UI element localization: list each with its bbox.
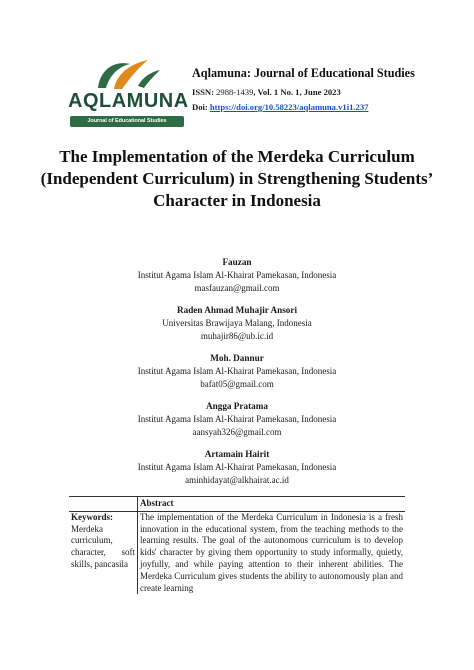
author-name: Fauzan bbox=[222, 257, 252, 267]
doi-link[interactable]: https://doi.org/10.58223/aqlamuna.v1i1.237 bbox=[209, 102, 369, 112]
keywords-text: Merdeka curriculum, character, soft skills, pancasila bbox=[71, 523, 135, 569]
journal-header bbox=[192, 66, 462, 117]
abstract-heading: Abstract bbox=[138, 497, 406, 512]
author-email[interactable]: masfauzan@gmail.com bbox=[194, 283, 280, 293]
author-block bbox=[0, 352, 474, 391]
issn-label: ISSN: bbox=[192, 87, 217, 97]
paper-title: The Implementation of the Merdeka Curriculum (Independent Curriculum) in Strengthening Students’ Character in Indonesia bbox=[40, 147, 434, 210]
volume-info: , Vol. 1 No. 1, June 2023 bbox=[253, 87, 341, 97]
author-list bbox=[0, 256, 474, 496]
header-spacer bbox=[69, 497, 138, 512]
author-affiliation: Institut Agama Islam Al-Khairat Pamekasan, Indonesia bbox=[137, 462, 337, 472]
author-block bbox=[0, 448, 474, 487]
doi-label: Doi: bbox=[192, 102, 210, 112]
author-email[interactable]: aminhidayat@alkhairat.ac.id bbox=[185, 475, 289, 485]
keywords-cell bbox=[69, 511, 138, 594]
abstract-body-row bbox=[69, 511, 405, 594]
abstract-text: The implementation of the Merdeka Curriculum in Indonesia is a fresh innovation in the educational system, from the teaching methods to the learning results. The goal of the autonomous curriculum is to develop kids' character by giving them opportunity to study informally, quietly, joyfully, and while paying attention to their inherent abilities. The Merdeka Curriculum gives students the ability to autonomously plan and create learning bbox=[140, 511, 403, 593]
author-affiliation: Institut Agama Islam Al-Khairat Pamekasan, Indonesia bbox=[137, 366, 337, 376]
author-block bbox=[0, 400, 474, 439]
author-affiliation: Institut Agama Islam Al-Khairat Pamekasan, Indonesia bbox=[137, 270, 337, 280]
author-block bbox=[0, 304, 474, 343]
journal-logo bbox=[68, 56, 189, 136]
author-name: Artamain Hairit bbox=[204, 449, 270, 459]
abstract-header-row bbox=[69, 497, 405, 512]
author-affiliation: Institut Agama Islam Al-Khairat Pamekasan, Indonesia bbox=[137, 414, 337, 424]
quill-emblem-icon bbox=[68, 56, 186, 92]
abstract-table bbox=[69, 496, 405, 594]
author-name: Angga Pratama bbox=[205, 401, 268, 411]
author-email[interactable]: muhajir86@ub.ic.id bbox=[200, 331, 274, 341]
journal-name: Aqlamuna: Journal of Educational Studies bbox=[192, 66, 415, 80]
issn-value: 2988-1439 bbox=[216, 87, 254, 97]
author-name: Moh. Dannur bbox=[210, 353, 264, 363]
doi-line bbox=[192, 102, 462, 112]
author-email[interactable]: bafat05@gmail.com bbox=[200, 379, 274, 389]
keywords-label: Keywords: bbox=[71, 511, 113, 522]
author-email[interactable]: aansyah326@gmail.com bbox=[192, 427, 282, 437]
author-name: Raden Ahmad Muhajir Ansori bbox=[176, 305, 298, 315]
logo-tagline: Journal of Educational Studies bbox=[70, 116, 184, 127]
issn-line bbox=[192, 87, 462, 97]
author-block bbox=[0, 256, 474, 295]
logo-wordmark: AQLAMUNA bbox=[68, 90, 189, 112]
author-affiliation: Universitas Brawijaya Malang, Indonesia bbox=[162, 318, 312, 328]
